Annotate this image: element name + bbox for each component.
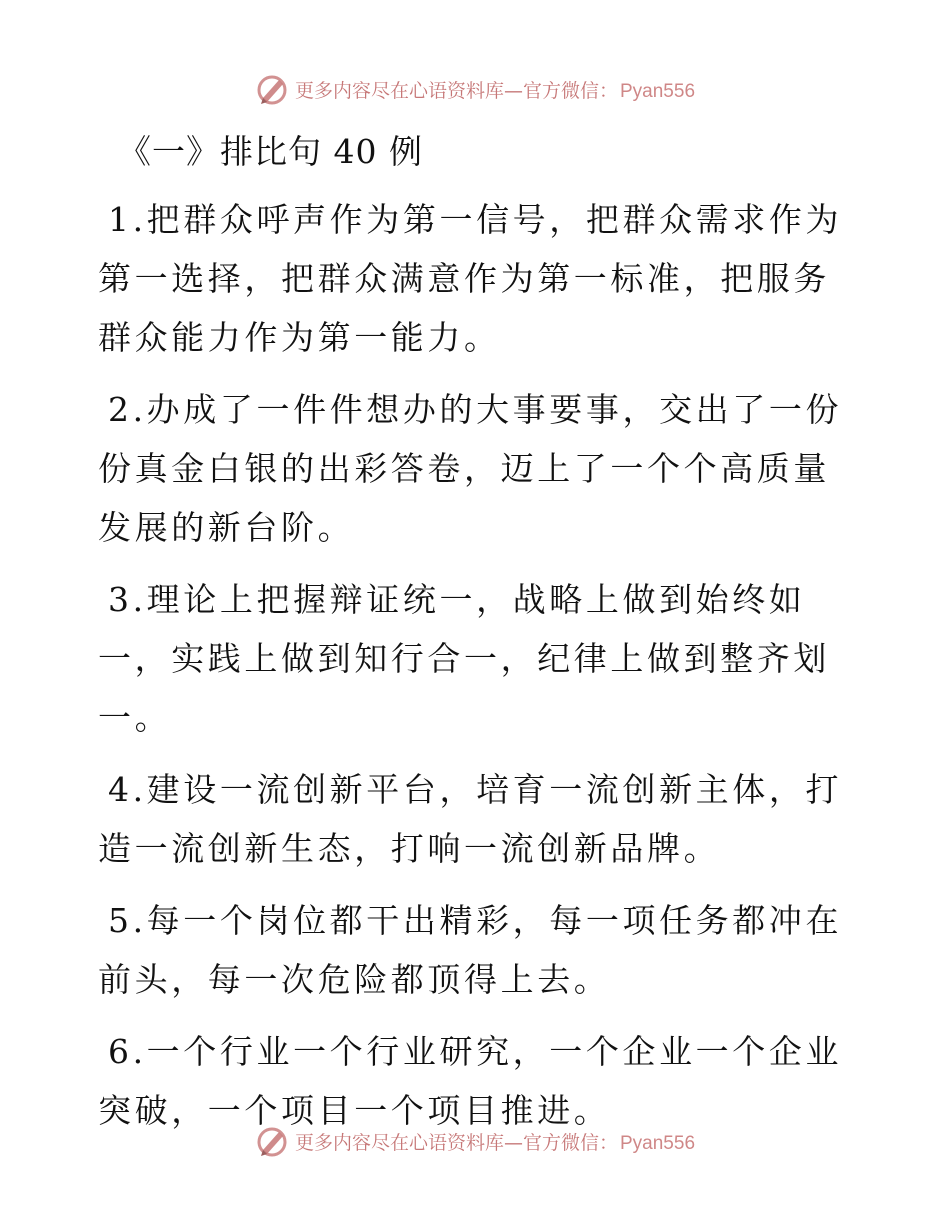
- paragraph-6: 6.一个行业一个行业研究，一个企业一个企业突破，一个项目一个项目推进。: [98, 1032, 843, 1130]
- paragraph-5: 5.每一个岗位都干出精彩，每一项任务都冲在前头，每一次危险都顶得上去。: [98, 901, 843, 999]
- header-watermark: [0, 72, 950, 106]
- watermark-text: 更多内容尽在心语资料库: [294, 79, 504, 102]
- paragraph-1: 1.把群众呼声作为第一信号，把群众需求作为第一选择，把群众满意作为第一标准，把服务群众能力作为第一能力。: [98, 200, 843, 357]
- paragraph-2: 2.办成了一件件想办的大事要事，交出了一份份真金白银的出彩答卷，迈上了一个个高质量发展的新台阶。: [98, 390, 843, 547]
- watermark-text-group: [295, 1128, 695, 1155]
- watermark-text-group: [295, 76, 695, 103]
- paragraph-3: 3.理论上把握辩证统一，战略上做到始终如一，实践上做到知行合一，纪律上做到整齐划一。: [98, 580, 830, 737]
- watermark-separator: —官方微信：: [503, 1131, 618, 1154]
- paragraph-4: 4.建设一流创新平台，培育一流创新主体，打造一流创新生态，打响一流创新品牌。: [98, 770, 843, 868]
- document-body: [98, 190, 858, 1153]
- watermark-separator: —官方微信：: [503, 79, 618, 102]
- watermark-text: 更多内容尽在心语资料库: [294, 1131, 504, 1154]
- page-title: 《一》排比句 40 例: [118, 132, 423, 171]
- watermark-handle: Pyan556: [620, 80, 696, 102]
- footer-watermark: [0, 1124, 950, 1158]
- watermark-handle: Pyan556: [620, 1132, 696, 1154]
- pen-logo-icon: [255, 1124, 289, 1158]
- pen-logo-icon: [255, 72, 289, 106]
